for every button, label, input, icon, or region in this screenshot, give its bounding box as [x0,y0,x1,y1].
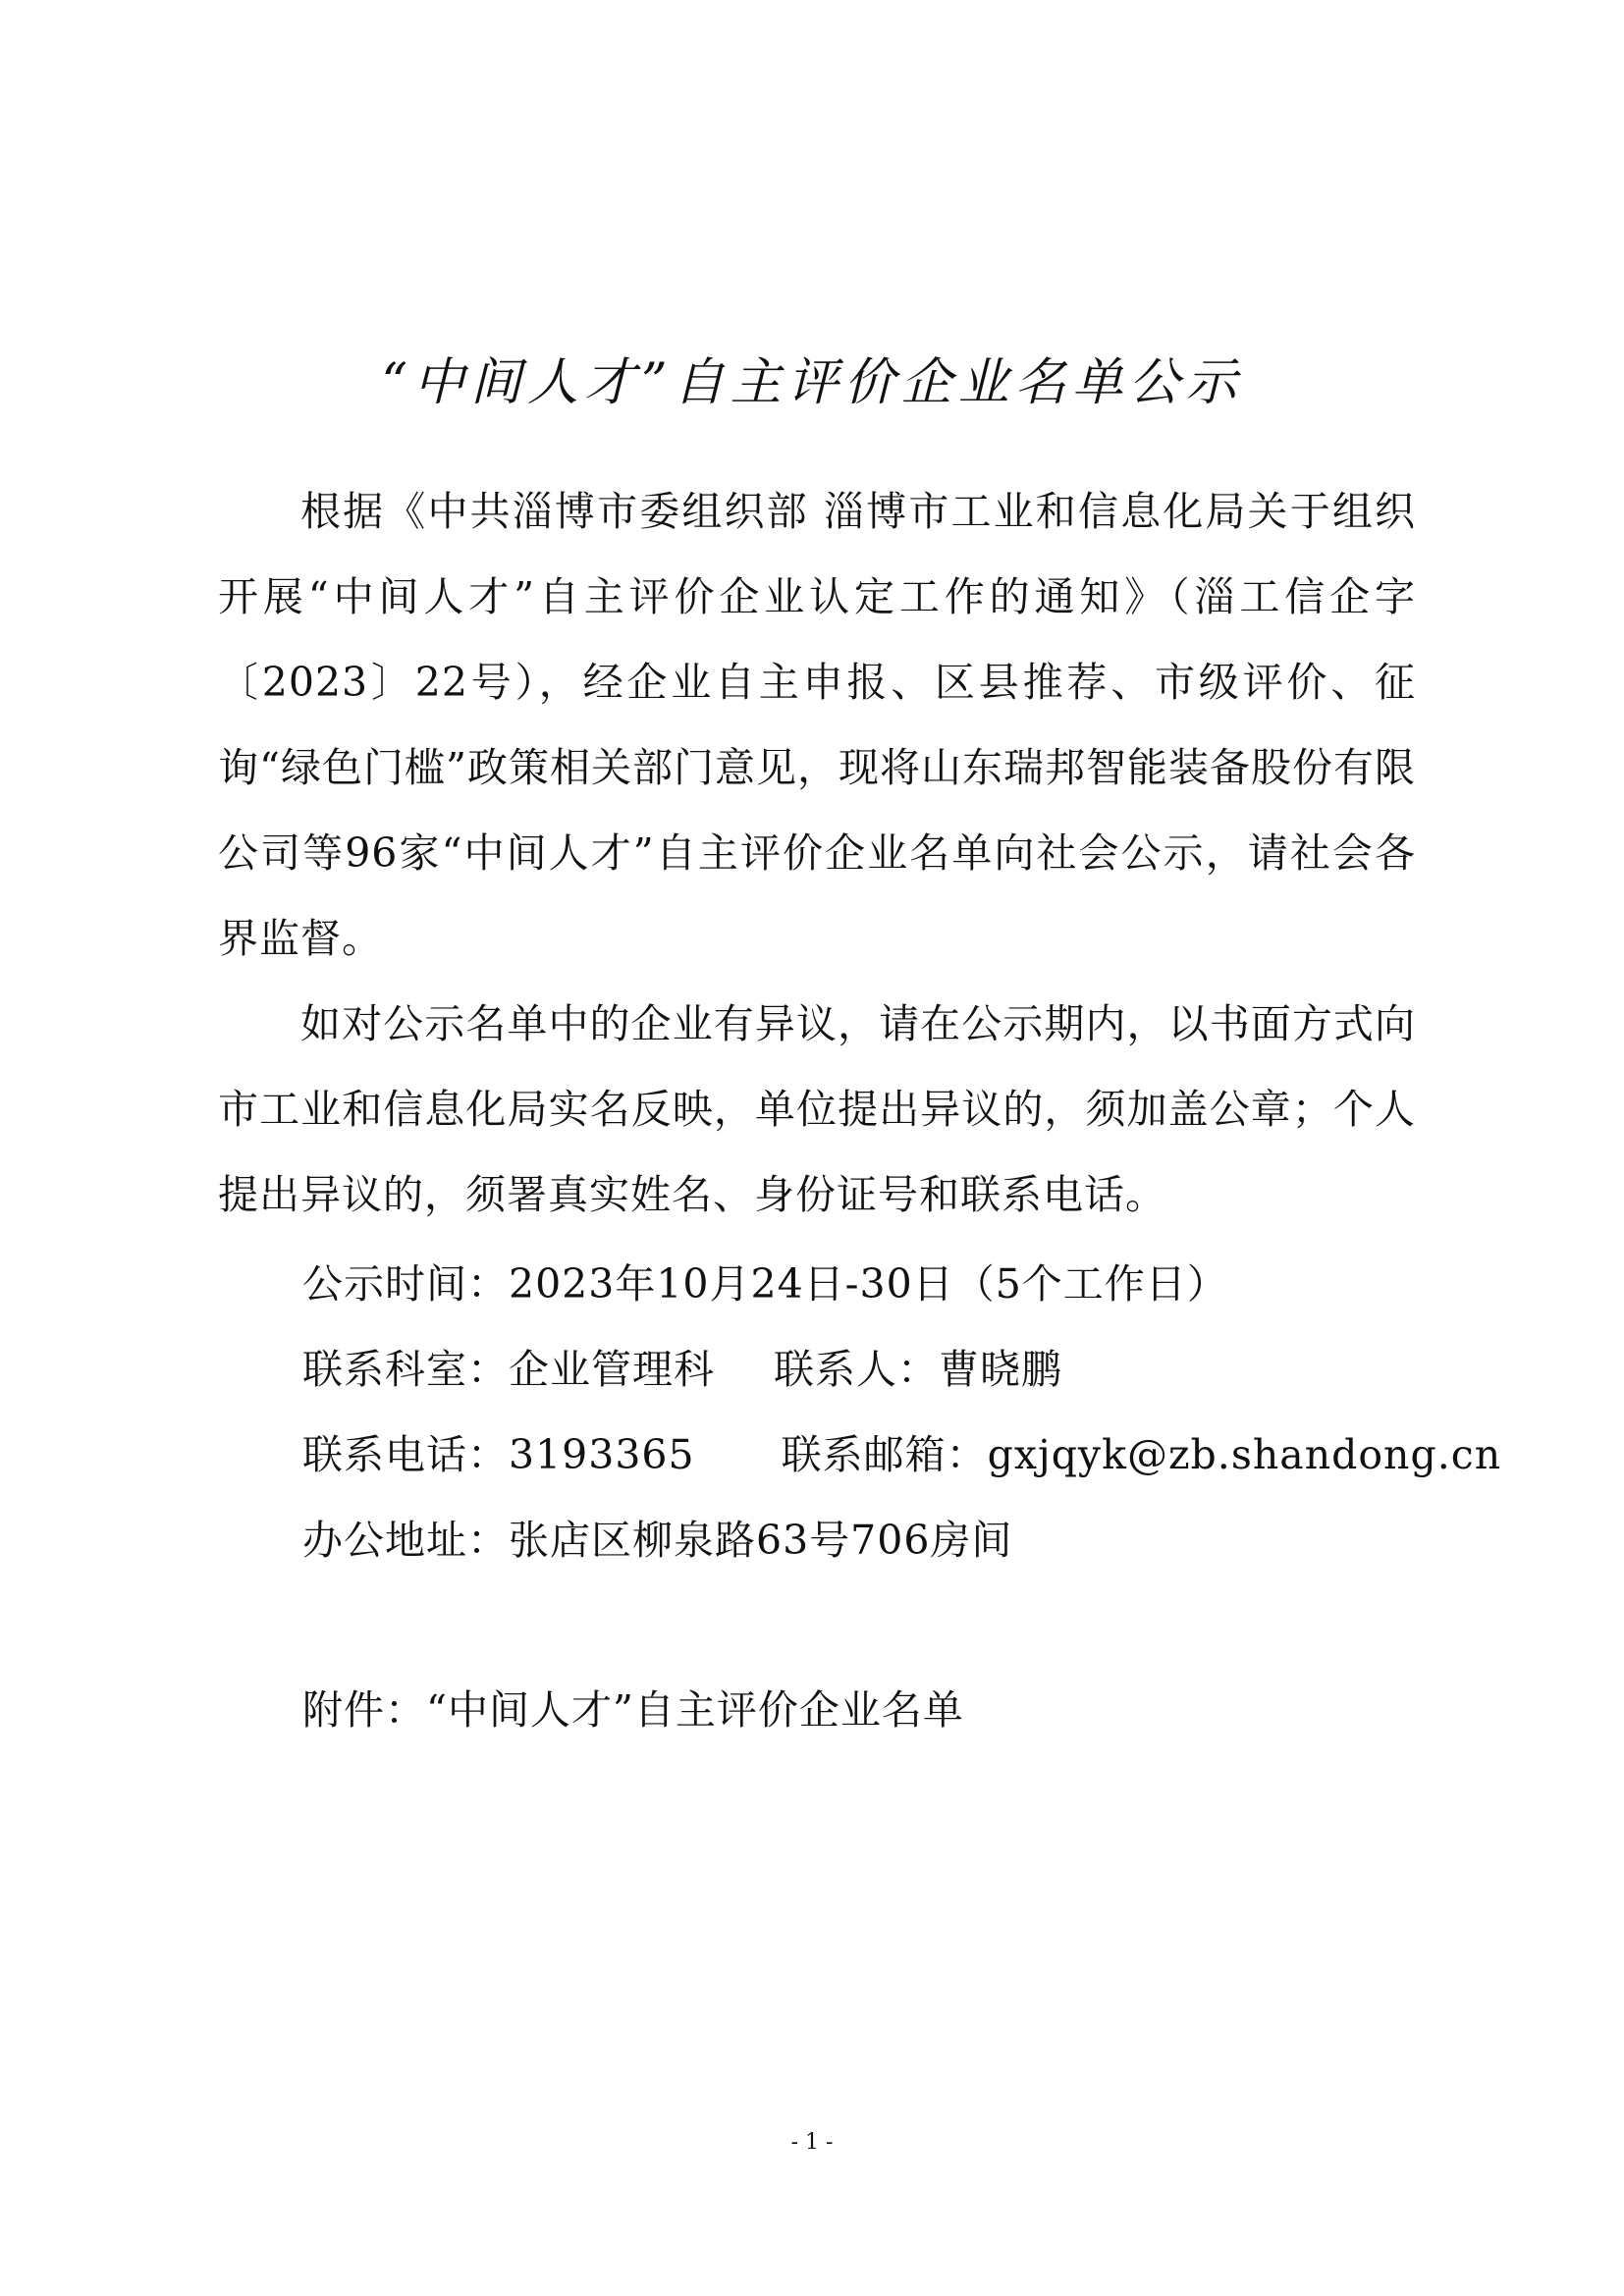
document-body [218,469,1416,1238]
paragraph-objection: 如对公示名单中的企业有异议，请在公示期内，以书面方式向市工业和信息化局实名反映，单位提出异议的，须加盖公章；个人提出异议的，须署真实姓名、身份证号和联系电话。 [218,1000,1416,1218]
document-title: “中间人才”自主评价企业名单公示 [381,353,1243,412]
contact-email: 联系邮箱：gxjqyk@zb.shandong.cn [781,1431,1502,1478]
contact-info-row [302,1340,1062,1399]
contact-channel-row [302,1425,1501,1484]
office-address: 办公地址：张店区柳泉路63号706房间 [302,1517,1013,1564]
contact-phone: 联系电话：3193365 [302,1431,695,1478]
page-number: - 1 - [790,2130,834,2155]
publicity-period: 公示时间：2023年10月24日-30日（5个工作日） [302,1260,1228,1308]
attachment-line: 附件：“中间人才”自主评价企业名单 [302,1686,964,1734]
contact-person: 联系人：曹晓鹏 [774,1346,1062,1393]
paragraph-basis: 根据《中共淄博市委组织部 淄博市工业和信息化局关于组织开展“中间人才”自主评价企业认定工作的通知》（淄工信企字〔2023〕22号），经企业自主申报、区县推荐、市级评价、征询“绿色门槛”政策相关部门意见，现将山东瑞邦智能装备股份有限公司等96家“中间人才”自主评价企业名单向社会公示，请社会各界监督。 [218,488,1416,962]
contact-office: 联系科室：企业管理科 [302,1346,715,1393]
